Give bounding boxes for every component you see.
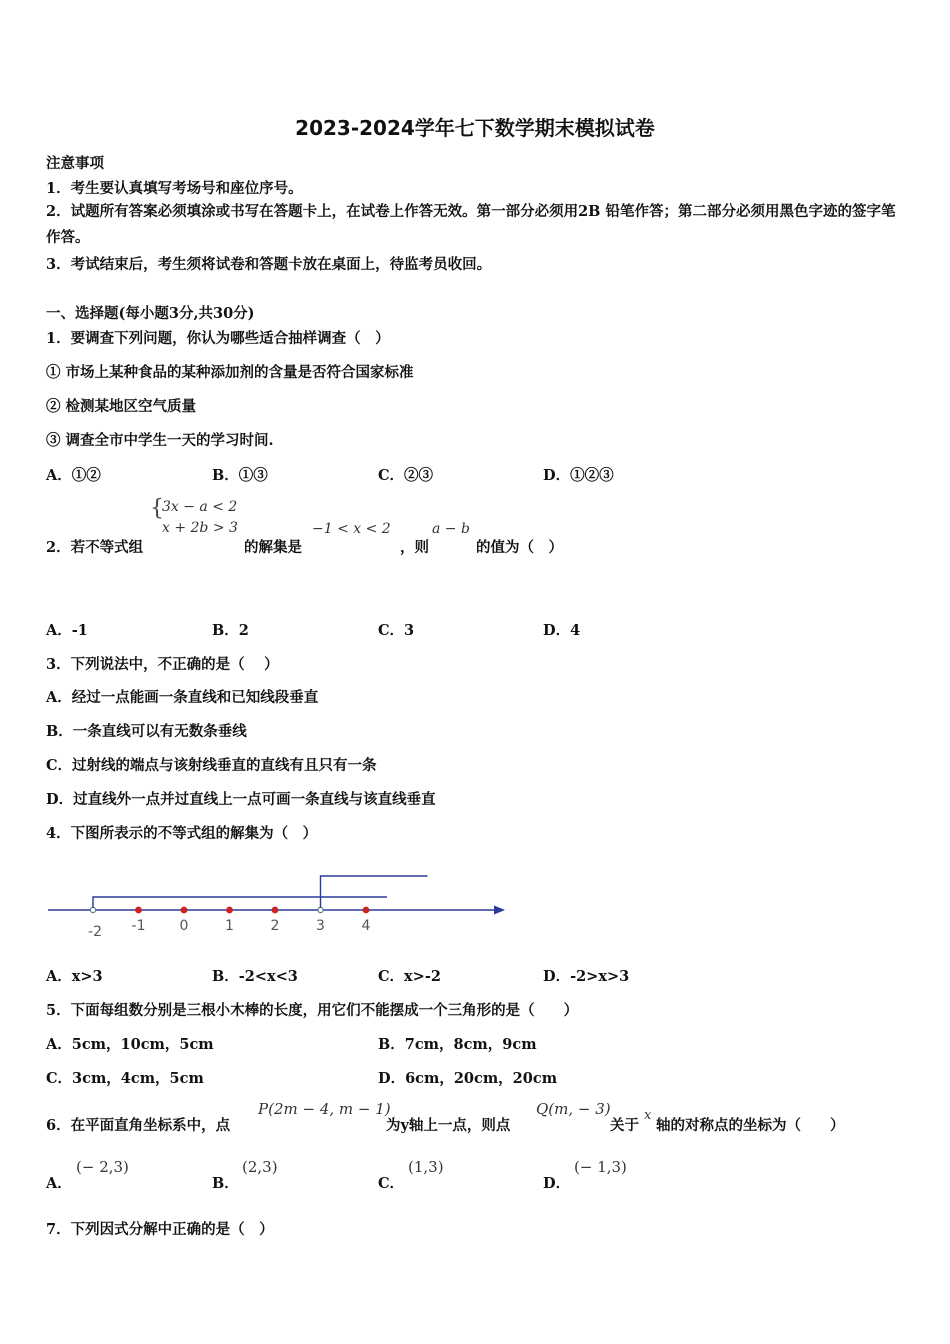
q6-option-b-value: (2,3) [242,1158,278,1176]
q2-suffix: 的值为（ ） [476,539,563,556]
q5-option-d: D．6cm，20cm，20cm [378,1070,558,1087]
q6-prefix: 6．在平面直角坐标系中，点 [46,1117,231,1134]
q6-point-p: P(2m − 4, m − 1) [258,1100,391,1118]
section-heading: 一、选择题(每小题3分,共30分) [46,305,255,322]
q3-option-a: A．经过一点能画一条直线和已知线段垂直 [46,689,319,706]
q4-option-b: B．-2<x<3 [212,968,298,985]
q3-option-d: D．过直线外一点并过直线上一点可画一条直线与该直线垂直 [46,791,436,808]
q2-expression: a − b [432,521,470,537]
q6-option-d-letter: D． [543,1175,571,1192]
tick-point [272,907,278,913]
q2-option-b: B．2 [212,622,249,639]
q6-option-a-value: (− 2,3) [76,1158,129,1176]
q4-stem: 4．下图所表示的不等式组的解集为（ ） [46,825,318,842]
q5-option-a: A．5cm，10cm，5cm [46,1036,214,1053]
q1-stem: 1．要调查下列问题，你认为哪些适合抽样调查（ ） [46,330,390,347]
q1-option-a: A．①② [46,467,101,484]
q1-option-d: D．①②③ [543,467,614,484]
q2-option-d: D．4 [543,622,581,639]
q4-number-line [40,860,520,950]
q1-option-b: B．①③ [212,467,268,484]
q3-option-c: C．过射线的端点与该射线垂直的直线有且只有一条 [46,757,377,774]
q6-point-q: Q(m, − 3) [536,1100,611,1118]
tick-point [181,907,187,913]
q4-option-c: C．x>-2 [378,968,441,985]
bracket-right-bound [321,876,428,908]
q2-mid: 的解集是 [244,539,302,556]
tick-label: -1 [131,918,146,934]
q6-option-b-letter: B． [212,1175,239,1192]
q1-option-c: C．②③ [378,467,434,484]
q2-then: ，则 [400,539,429,556]
q5-option-b: B．7cm，8cm，9cm [378,1036,537,1053]
tick-point [363,907,369,913]
q3-stem: 3．下列说法中，不正确的是（ ） [46,656,279,673]
tick-label: 3 [316,918,325,934]
q2-brace: { [150,496,164,521]
q6-option-c-letter: C． [378,1175,405,1192]
bracket-left-bound [93,897,387,908]
q1-item-1: ① 市场上某种食品的某种添加剂的含量是否符合国家标准 [46,364,414,381]
q6-axis-letter: x [644,1108,652,1123]
notice-heading: 注意事项 [46,155,104,172]
q6-option-a-letter: A． [46,1175,72,1192]
q6-mid: 为y轴上一点，则点 [386,1117,511,1134]
q2-range: −1 < x < 2 [312,521,391,537]
tick-label: 2 [270,918,280,934]
tick-label: -2 [88,924,102,940]
tick-point [318,907,323,912]
tick-point [136,907,142,913]
q2-option-a: A．-1 [46,622,88,639]
q2-system-line-2: x + 2b > 3 [162,520,238,536]
q1-item-3: ③ 调查全市中学生一天的学习时间. [46,432,274,449]
q6-suffix: 轴的对称点的坐标为（ ） [656,1117,845,1134]
tick-point [90,907,95,912]
notice-item-2: 2．试题所有答案必须填涂或书写在答题卡上，在试卷上作答无效。第一部分必须用2B 铅笔作答；第二部分必须用黑色字迹的签字笔作答。 [46,203,896,246]
tick-point [227,907,233,913]
tick-label: 1 [225,918,234,934]
q7-stem: 7．下列因式分解中正确的是（ ） [46,1221,274,1238]
q2-system-line-1: 3x − a < 2 [162,499,238,515]
notice-item-1: 1．考生要认真填写考场号和座位序号。 [46,180,303,197]
q2-option-c: C．3 [378,622,415,639]
tick-label: 4 [361,918,371,934]
q2-prefix: 2．若不等式组 [46,539,144,556]
q6-mid2: 关于 [610,1117,639,1134]
tick-label: 0 [179,918,189,934]
q6-option-d-value: (− 1,3) [574,1158,627,1176]
axis-arrow-icon [494,906,505,915]
q4-option-d: D．-2>x>3 [543,968,630,985]
q1-item-2: ② 检测某地区空气质量 [46,398,197,415]
q3-option-b: B．一条直线可以有无数条垂线 [46,723,247,740]
q5-option-c: C．3cm，4cm，5cm [46,1070,204,1087]
q6-option-c-value: (1,3) [408,1158,444,1176]
q5-stem: 5．下面每组数分别是三根小木棒的长度，用它们不能摆成一个三角形的是（ ） [46,1002,579,1019]
page-title: 2023-2024学年七下数学期末模拟试卷 [295,116,655,140]
q4-option-a: A．x>3 [46,968,103,985]
notice-item-3: 3．考试结束后，考生须将试卷和答题卡放在桌面上，待监考员收回。 [46,256,492,273]
